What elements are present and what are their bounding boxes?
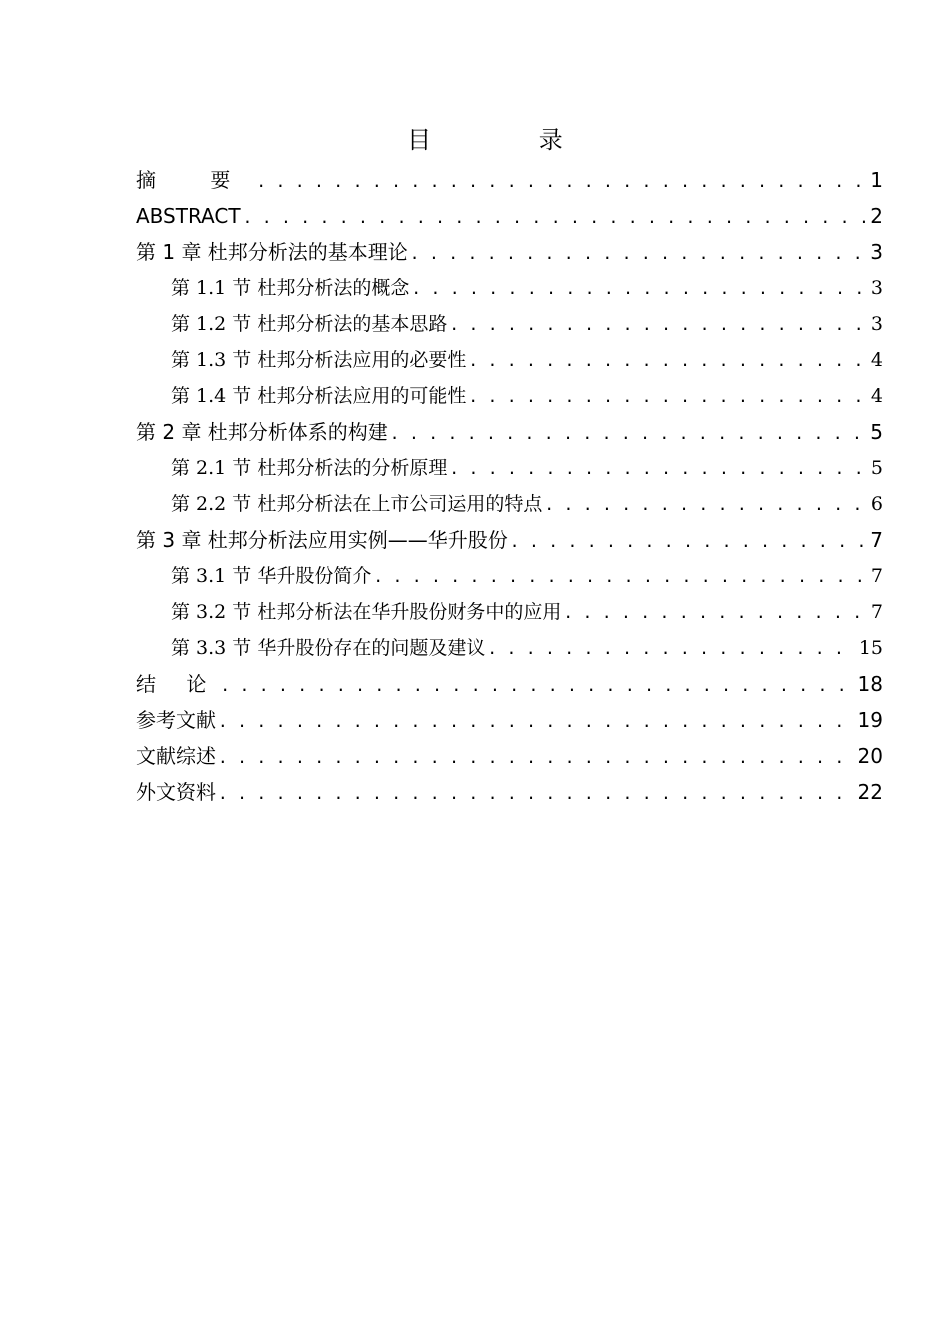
- toc-entry-page: 19: [857, 708, 883, 732]
- toc-entry-references[interactable]: [136, 702, 883, 738]
- toc-entry-label: 第 3.3 节 华升股份存在的问题及建议: [171, 637, 486, 659]
- toc-entry-conclusion[interactable]: [136, 666, 883, 702]
- dot-leader: [468, 379, 869, 415]
- dot-leader: [218, 776, 856, 812]
- toc-entry-label: 结 论: [136, 672, 219, 696]
- toc-entry-label: 参考文献: [136, 708, 216, 732]
- toc-entry-label: 第 3 章 杜邦分析法应用实例——华升股份: [136, 528, 508, 552]
- toc-entry-label: 第 2 章 杜邦分析体系的构建: [136, 420, 388, 444]
- toc-entry-page: 3: [870, 313, 883, 335]
- toc-entry-page: 5: [870, 420, 883, 444]
- toc-entry-section-3-1[interactable]: [136, 558, 883, 594]
- table-of-contents: [136, 162, 883, 810]
- toc-entry-label: 第 3.1 节 华升股份简介: [171, 565, 372, 587]
- toc-entry-section-3-3[interactable]: [136, 630, 883, 666]
- toc-entry-label: 第 2.1 节 杜邦分析法的分析原理: [171, 457, 448, 479]
- toc-entry-label: 第 1.4 节 杜邦分析法应用的可能性: [171, 385, 467, 407]
- dot-leader: [373, 559, 869, 595]
- toc-entry-label: 摘 要: [136, 168, 255, 192]
- toc-entry-chapter-1[interactable]: [136, 234, 883, 270]
- toc-entry-page: 6: [870, 493, 883, 515]
- toc-entry-section-1-2[interactable]: [136, 306, 883, 342]
- dot-leader: [243, 200, 869, 236]
- dot-leader: [468, 343, 869, 379]
- toc-entry-abstract-cn[interactable]: [136, 162, 883, 198]
- dot-leader: [411, 271, 869, 307]
- dot-leader: [449, 451, 869, 487]
- dot-leader: [563, 595, 869, 631]
- toc-entry-section-3-2[interactable]: [136, 594, 883, 630]
- toc-entry-page: 7: [870, 528, 883, 552]
- dot-leader: [410, 236, 868, 272]
- toc-entry-literature-review[interactable]: [136, 738, 883, 774]
- toc-entry-section-2-2[interactable]: [136, 486, 883, 522]
- dot-leader: [510, 524, 868, 560]
- toc-entry-section-1-1[interactable]: [136, 270, 883, 306]
- toc-entry-page: 1: [870, 168, 883, 192]
- toc-entry-page: 3: [870, 240, 883, 264]
- toc-entry-label: 第 2.2 节 杜邦分析法在上市公司运用的特点: [171, 493, 543, 515]
- toc-entry-label: 文献综述: [136, 744, 216, 768]
- toc-entry-section-1-3[interactable]: [136, 342, 883, 378]
- toc-entry-chapter-2[interactable]: [136, 414, 883, 450]
- toc-entry-foreign-materials[interactable]: [136, 774, 883, 810]
- toc-entry-page: 4: [870, 385, 883, 407]
- toc-entry-page: 3: [870, 277, 883, 299]
- dot-leader: [390, 416, 868, 452]
- toc-entry-page: 20: [857, 744, 883, 768]
- toc-entry-label: 第 1.2 节 杜邦分析法的基本思路: [171, 313, 448, 335]
- toc-entry-page: 22: [857, 780, 883, 804]
- toc-entry-page: 2: [870, 204, 883, 228]
- dot-leader: [449, 307, 869, 343]
- toc-entry-page: 5: [870, 457, 883, 479]
- toc-title: 目 录: [407, 126, 613, 154]
- dot-leader: [218, 704, 856, 740]
- dot-leader: [220, 668, 855, 704]
- toc-entry-abstract-en[interactable]: [136, 198, 883, 234]
- toc-entry-section-1-4[interactable]: [136, 378, 883, 414]
- toc-entry-chapter-3[interactable]: [136, 522, 883, 558]
- toc-entry-label: ABSTRACT: [136, 204, 241, 228]
- dot-leader: [218, 740, 856, 776]
- toc-entry-section-2-1[interactable]: [136, 450, 883, 486]
- dot-leader: [487, 631, 856, 667]
- toc-entry-label: 外文资料: [136, 780, 216, 804]
- toc-entry-label: 第 3.2 节 杜邦分析法在华升股份财务中的应用: [171, 601, 562, 623]
- toc-entry-page: 4: [870, 349, 883, 371]
- dot-leader: [256, 164, 868, 200]
- toc-entry-page: 18: [857, 672, 883, 696]
- toc-entry-label: 第 1.1 节 杜邦分析法的概念: [171, 277, 410, 299]
- toc-entry-page: 7: [870, 565, 883, 587]
- dot-leader: [544, 487, 869, 523]
- toc-entry-label: 第 1 章 杜邦分析法的基本理论: [136, 240, 408, 264]
- toc-entry-label: 第 1.3 节 杜邦分析法应用的必要性: [171, 349, 467, 371]
- toc-entry-page: 15: [858, 637, 883, 659]
- toc-entry-page: 7: [870, 601, 883, 623]
